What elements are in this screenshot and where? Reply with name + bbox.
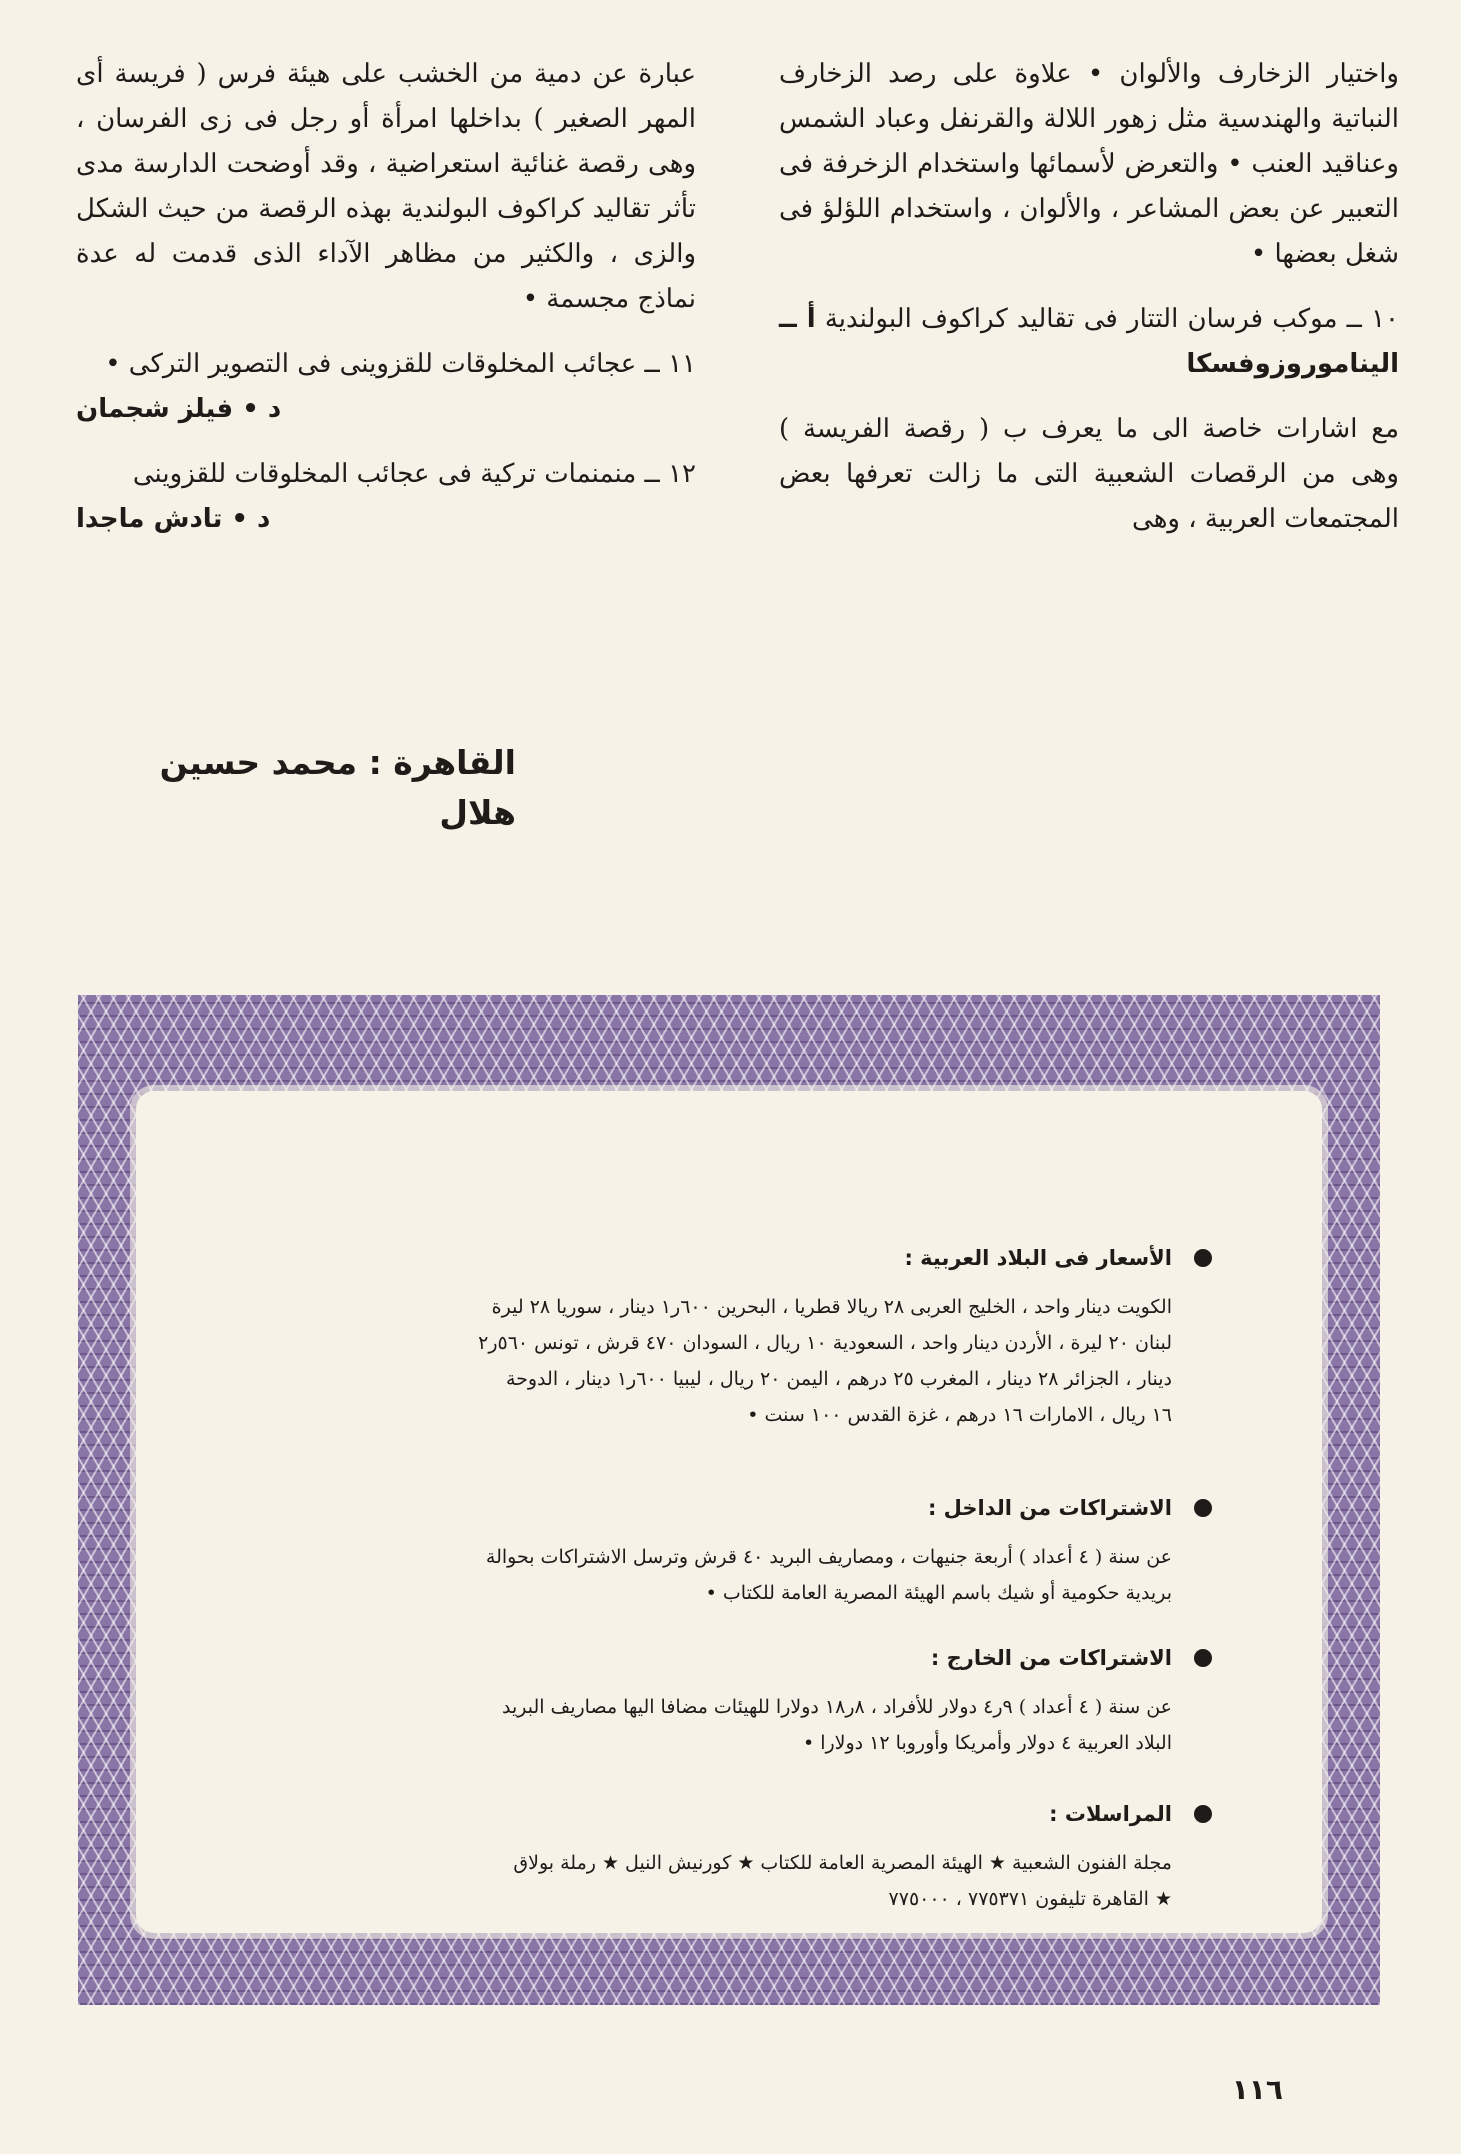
abroad-line: عن سنة ( ٤ أعداد ) ٩ر٤ دولار للأفراد ، ٨ر١٨ دولارا للهيئات مضافا اليها مصاريف البريد <box>501 1696 1172 1718</box>
reference-item-12 <box>76 452 696 542</box>
prices-heading-row <box>246 1241 1212 1275</box>
bullet-icon <box>1194 1499 1212 1517</box>
prices-line: لبنان ٢٠ ليرة ، الأردن دينار واحد ، السعودية ١٠ ريال ، السودان ٤٧٠ قرش ، تونس ٥٦٠ر٢ <box>478 1332 1172 1354</box>
contact-heading-row <box>246 1797 1212 1831</box>
reference-item-10 <box>779 297 1399 387</box>
domestic-heading-row <box>246 1491 1212 1525</box>
correspondence-section <box>246 1797 1212 1917</box>
reference-item-10-title: ١٠ ــ موكب فرسان التتار فى تقاليد كراكوف البولندية <box>824 304 1399 334</box>
domestic-body <box>246 1539 1172 1611</box>
domestic-line: عن سنة ( ٤ أعداد ) أربعة جنيهات ، ومصاريف البريد ٤٠ قرش وترسل الاشتراكات بحوالة <box>485 1546 1172 1568</box>
prices-section <box>246 1241 1212 1433</box>
reference-item-12-title: ١٢ ــ منمنمات تركية فى عجائب المخلوقات للقزوينى <box>132 459 696 489</box>
contact-body <box>246 1845 1172 1917</box>
right-paragraph-2: مع اشارات خاصة الى ما يعرف ب ( رقصة الفريسة ) وهى من الرقصات الشعبية التى ما زالت تعرفها بعض المجتمعات العربية ، وهى <box>779 414 1399 534</box>
left-text-column <box>76 52 696 562</box>
prices-line: ١٦ ريال ، الامارات ١٦ درهم ، غزة القدس ١٠٠ سنت • <box>747 1404 1172 1426</box>
domestic-subscriptions-section <box>246 1491 1212 1611</box>
subscription-info-box <box>78 995 1380 2005</box>
page-number: ١١٦ <box>1231 2073 1283 2106</box>
reference-item-11 <box>76 342 696 432</box>
bullet-icon <box>1194 1805 1212 1823</box>
contact-line: ★ القاهرة تليفون ٧٧٥٣٧١ ، ٧٧٥٠٠٠ <box>888 1888 1172 1910</box>
bullet-icon <box>1194 1249 1212 1267</box>
contact-heading: المراسلات : <box>1049 1802 1172 1826</box>
prices-heading: الأسعار فى البلاد العربية : <box>904 1246 1172 1270</box>
abroad-subscriptions-section <box>246 1641 1212 1761</box>
prices-line: دينار ، الجزائر ٢٨ دينار ، المغرب ٢٥ درهم ، اليمن ٢٠ ريال ، ليبيا ٦٠٠ر١ دينار ، الدوحة <box>505 1368 1172 1390</box>
abroad-heading-row <box>246 1641 1212 1675</box>
reference-item-10-author: أ ــ اليناموروزوفسكا <box>779 304 1399 379</box>
right-text-column <box>779 52 1399 562</box>
domestic-line: بريدية حكومية أو شيك باسم الهيئة المصرية العامة للكتاب • <box>705 1582 1172 1604</box>
info-box-inner-panel <box>136 1091 1322 1933</box>
reference-item-12-author: د • تادش ماجدا <box>76 504 271 534</box>
contact-line: مجلة الفنون الشعبية ★ الهيئة المصرية العامة للكتاب ★ كورنيش النيل ★ رملة بولاق <box>513 1852 1172 1874</box>
abroad-body <box>246 1689 1172 1761</box>
abroad-line: البلاد العربية ٤ دولار وأمريكا وأوروبا ١٢ دولارا • <box>802 1732 1172 1754</box>
prices-body <box>246 1289 1172 1433</box>
prices-line: الكويت دينار واحد ، الخليج العربى ٢٨ ريالا قطريا ، البحرين ٦٠٠ر١ دينار ، سوريا ٢٨ ليرة <box>491 1296 1172 1318</box>
article-signature: القاهرة : محمد حسين هلال <box>159 743 516 832</box>
domestic-heading: الاشتراكات من الداخل : <box>927 1496 1172 1520</box>
left-paragraph-1: عبارة عن دمية من الخشب على هيئة فرس ( فريسة أى المهر الصغير ) بداخلها امرأة أو رجل فى زى الفرسان ، وهى رقصة غنائية استعراضية ، وقد أوضحت الدارسة مدى تأثر تقاليد كراكوف البولندية بهذه الرقصة من حيث الشكل والزى ، والكثير من مظاهر الآداء الذى قدمت له عدة نماذج مجسمة • <box>76 59 696 314</box>
reference-item-11-author: د • فيلز شجمان <box>76 394 282 424</box>
reference-item-11-title: ١١ ــ عجائب المخلوقات للقزوينى فى التصوير التركى • <box>105 349 696 379</box>
abroad-heading: الاشتراكات من الخارج : <box>930 1646 1172 1670</box>
right-paragraph-1: واختيار الزخارف والألوان • علاوة على رصد الزخارف النباتية والهندسية مثل زهور اللالة والقرنفل وعباد الشمس وعناقيد العنب • والتعرض لأسمائها واستخدام الزخرفة فى التعبير عن بعض المشاعر ، والألوان ، واستخدام اللؤلؤ فى شغل بعضها • <box>779 59 1399 269</box>
bullet-icon <box>1194 1649 1212 1667</box>
